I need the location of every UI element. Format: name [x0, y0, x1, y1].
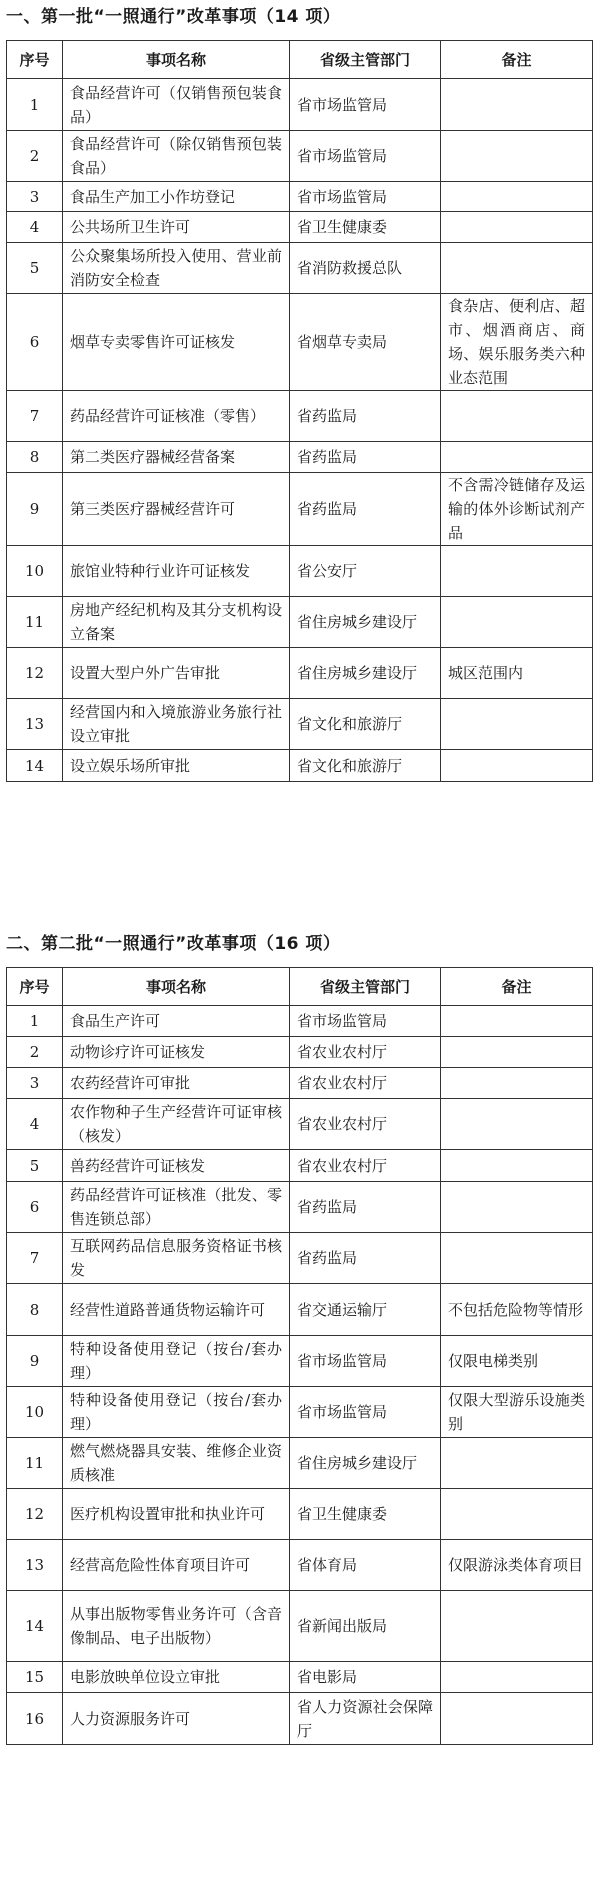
- section-2-title: 二、第二批“一照通行”改革事项（16 项）: [6, 934, 341, 954]
- cell-no: 4: [7, 1099, 63, 1150]
- table-row: [7, 212, 593, 243]
- table-row: [7, 1662, 593, 1693]
- cell-no: 6: [7, 294, 63, 391]
- header-name: 事项名称: [63, 41, 290, 79]
- cell-note: [441, 182, 593, 212]
- table-row: [7, 1233, 593, 1284]
- cell-note: [441, 1150, 593, 1182]
- cell-note: [441, 79, 593, 131]
- cell-no: 9: [7, 1336, 63, 1387]
- table-row: [7, 79, 593, 131]
- cell-note: [441, 391, 593, 442]
- header-note: 备注: [441, 41, 593, 79]
- cell-no: 10: [7, 546, 63, 597]
- section-2-table: [6, 967, 593, 1745]
- header-name: 事项名称: [63, 968, 290, 1006]
- header-note: 备注: [441, 968, 593, 1006]
- cell-name: 房地产经纪机构及其分支机构设立备案: [63, 597, 290, 648]
- header-no: 序号: [7, 968, 63, 1006]
- cell-no: 13: [7, 1540, 63, 1591]
- cell-dept: 省药监局: [290, 442, 441, 473]
- cell-name: 互联网药品信息服务资格证书核发: [63, 1233, 290, 1284]
- cell-no: 10: [7, 1387, 63, 1438]
- table-row: [7, 391, 593, 442]
- cell-no: 6: [7, 1182, 63, 1233]
- table-row: [7, 1099, 593, 1150]
- cell-dept: 省住房城乡建设厅: [290, 597, 441, 648]
- cell-name: 公众聚集场所投入使用、营业前消防安全检查: [63, 243, 290, 294]
- cell-name: 第二类医疗器械经营备案: [63, 442, 290, 473]
- cell-name: 旅馆业特种行业许可证核发: [63, 546, 290, 597]
- cell-name: 食品经营许可（除仅销售预包装食品）: [63, 131, 290, 182]
- section-1-table: [6, 40, 593, 782]
- cell-name: 电影放映单位设立审批: [63, 1662, 290, 1693]
- cell-note: 不包括危险物等情形: [441, 1284, 593, 1336]
- table-row: [7, 1068, 593, 1099]
- cell-name: 烟草专卖零售许可证核发: [63, 294, 290, 391]
- cell-note: [441, 750, 593, 782]
- cell-no: 11: [7, 597, 63, 648]
- cell-name: 经营高危险性体育项目许可: [63, 1540, 290, 1591]
- cell-no: 14: [7, 750, 63, 782]
- cell-dept: 省市场监管局: [290, 131, 441, 182]
- cell-name: 食品生产许可: [63, 1006, 290, 1037]
- cell-note: [441, 1693, 593, 1745]
- cell-dept: 省新闻出版局: [290, 1591, 441, 1662]
- cell-name: 从事出版物零售业务许可（含音像制品、电子出版物）: [63, 1591, 290, 1662]
- cell-no: 8: [7, 1284, 63, 1336]
- cell-dept: 省交通运输厅: [290, 1284, 441, 1336]
- cell-name: 农作物种子生产经营许可证审核（核发）: [63, 1099, 290, 1150]
- cell-no: 2: [7, 131, 63, 182]
- cell-no: 14: [7, 1591, 63, 1662]
- cell-dept: 省卫生健康委: [290, 1489, 441, 1540]
- cell-note: [441, 1068, 593, 1099]
- cell-name: 食品生产加工小作坊登记: [63, 182, 290, 212]
- cell-no: 12: [7, 1489, 63, 1540]
- table-row: [7, 1489, 593, 1540]
- cell-note: [441, 1182, 593, 1233]
- cell-dept: 省药监局: [290, 1182, 441, 1233]
- cell-note: [441, 1662, 593, 1693]
- cell-no: 8: [7, 442, 63, 473]
- cell-no: 4: [7, 212, 63, 243]
- cell-note: [441, 1037, 593, 1068]
- cell-name: 第三类医疗器械经营许可: [63, 473, 290, 546]
- cell-dept: 省农业农村厅: [290, 1099, 441, 1150]
- cell-dept: 省药监局: [290, 1233, 441, 1284]
- cell-no: 13: [7, 699, 63, 750]
- table-row: [7, 1693, 593, 1745]
- cell-dept: 省电影局: [290, 1662, 441, 1693]
- cell-no: 16: [7, 1693, 63, 1745]
- table-row: [7, 243, 593, 294]
- cell-note: [441, 597, 593, 648]
- cell-name: 特种设备使用登记（按台/套办理）: [63, 1336, 290, 1387]
- cell-dept: 省药监局: [290, 391, 441, 442]
- cell-dept: 省人力资源社会保障厅: [290, 1693, 441, 1745]
- cell-note: 仅限游泳类体育项目: [441, 1540, 593, 1591]
- cell-dept: 省住房城乡建设厅: [290, 1438, 441, 1489]
- table-header-row: [7, 41, 593, 79]
- cell-dept: 省住房城乡建设厅: [290, 648, 441, 699]
- cell-note: [441, 546, 593, 597]
- cell-no: 2: [7, 1037, 63, 1068]
- table-row: [7, 1387, 593, 1438]
- cell-no: 15: [7, 1662, 63, 1693]
- cell-no: 3: [7, 1068, 63, 1099]
- cell-no: 1: [7, 79, 63, 131]
- cell-name: 动物诊疗许可证核发: [63, 1037, 290, 1068]
- cell-dept: 省烟草专卖局: [290, 294, 441, 391]
- cell-note: 食杂店、便利店、超市、烟酒商店、商场、娱乐服务类六种业态范围: [441, 294, 593, 391]
- cell-no: 12: [7, 648, 63, 699]
- table-row: [7, 1182, 593, 1233]
- cell-note: 不含需冷链储存及运输的体外诊断试剂产品: [441, 473, 593, 546]
- cell-name: 特种设备使用登记（按台/套办理）: [63, 1387, 290, 1438]
- cell-name: 食品经营许可（仅销售预包装食品）: [63, 79, 290, 131]
- cell-no: 7: [7, 1233, 63, 1284]
- table-row: [7, 1591, 593, 1662]
- table-row: [7, 1037, 593, 1068]
- cell-dept: 省市场监管局: [290, 1336, 441, 1387]
- table-row: [7, 1006, 593, 1037]
- cell-name: 人力资源服务许可: [63, 1693, 290, 1745]
- cell-note: [441, 1489, 593, 1540]
- cell-dept: 省农业农村厅: [290, 1037, 441, 1068]
- table-row: [7, 294, 593, 391]
- cell-dept: 省卫生健康委: [290, 212, 441, 243]
- cell-dept: 省农业农村厅: [290, 1068, 441, 1099]
- cell-dept: 省体育局: [290, 1540, 441, 1591]
- cell-note: 仅限电梯类别: [441, 1336, 593, 1387]
- cell-note: [441, 1006, 593, 1037]
- header-dept: 省级主管部门: [290, 968, 441, 1006]
- table-row: [7, 1540, 593, 1591]
- table-row: [7, 699, 593, 750]
- cell-name: 药品经营许可证核准（批发、零售连锁总部）: [63, 1182, 290, 1233]
- cell-note: [441, 1099, 593, 1150]
- table-row: [7, 182, 593, 212]
- cell-no: 5: [7, 1150, 63, 1182]
- cell-no: 11: [7, 1438, 63, 1489]
- table-row: [7, 1150, 593, 1182]
- cell-no: 5: [7, 243, 63, 294]
- cell-name: 经营国内和入境旅游业务旅行社设立审批: [63, 699, 290, 750]
- cell-name: 燃气燃烧器具安装、维修企业资质核准: [63, 1438, 290, 1489]
- table-row: [7, 546, 593, 597]
- cell-dept: 省药监局: [290, 473, 441, 546]
- cell-note: [441, 243, 593, 294]
- header-dept: 省级主管部门: [290, 41, 441, 79]
- table-row: [7, 648, 593, 699]
- table-row: [7, 750, 593, 782]
- table-row: [7, 1284, 593, 1336]
- cell-note: [441, 699, 593, 750]
- cell-note: 仅限大型游乐设施类别: [441, 1387, 593, 1438]
- cell-dept: 省市场监管局: [290, 79, 441, 131]
- cell-dept: 省农业农村厅: [290, 1150, 441, 1182]
- cell-dept: 省市场监管局: [290, 1387, 441, 1438]
- cell-name: 设立娱乐场所审批: [63, 750, 290, 782]
- cell-name: 兽药经营许可证核发: [63, 1150, 290, 1182]
- table-row: [7, 473, 593, 546]
- table-header-row: [7, 968, 593, 1006]
- cell-name: 药品经营许可证核准（零售）: [63, 391, 290, 442]
- cell-name: 医疗机构设置审批和执业许可: [63, 1489, 290, 1540]
- header-no: 序号: [7, 41, 63, 79]
- table-row: [7, 1438, 593, 1489]
- cell-no: 3: [7, 182, 63, 212]
- cell-no: 1: [7, 1006, 63, 1037]
- cell-name: 经营性道路普通货物运输许可: [63, 1284, 290, 1336]
- cell-dept: 省消防救援总队: [290, 243, 441, 294]
- cell-no: 7: [7, 391, 63, 442]
- section-1-title: 一、第一批“一照通行”改革事项（14 项）: [6, 7, 341, 27]
- cell-note: [441, 1591, 593, 1662]
- table-row: [7, 131, 593, 182]
- cell-dept: 省公安厅: [290, 546, 441, 597]
- table-row: [7, 597, 593, 648]
- cell-dept: 省市场监管局: [290, 1006, 441, 1037]
- cell-name: 设置大型户外广告审批: [63, 648, 290, 699]
- cell-no: 9: [7, 473, 63, 546]
- cell-name: 公共场所卫生许可: [63, 212, 290, 243]
- cell-dept: 省文化和旅游厅: [290, 750, 441, 782]
- cell-note: [441, 1233, 593, 1284]
- cell-dept: 省文化和旅游厅: [290, 699, 441, 750]
- table-row: [7, 442, 593, 473]
- cell-note: [441, 1438, 593, 1489]
- cell-note: [441, 442, 593, 473]
- table-row: [7, 1336, 593, 1387]
- cell-note: [441, 212, 593, 243]
- cell-dept: 省市场监管局: [290, 182, 441, 212]
- cell-note: 城区范围内: [441, 648, 593, 699]
- cell-note: [441, 131, 593, 182]
- cell-name: 农药经营许可审批: [63, 1068, 290, 1099]
